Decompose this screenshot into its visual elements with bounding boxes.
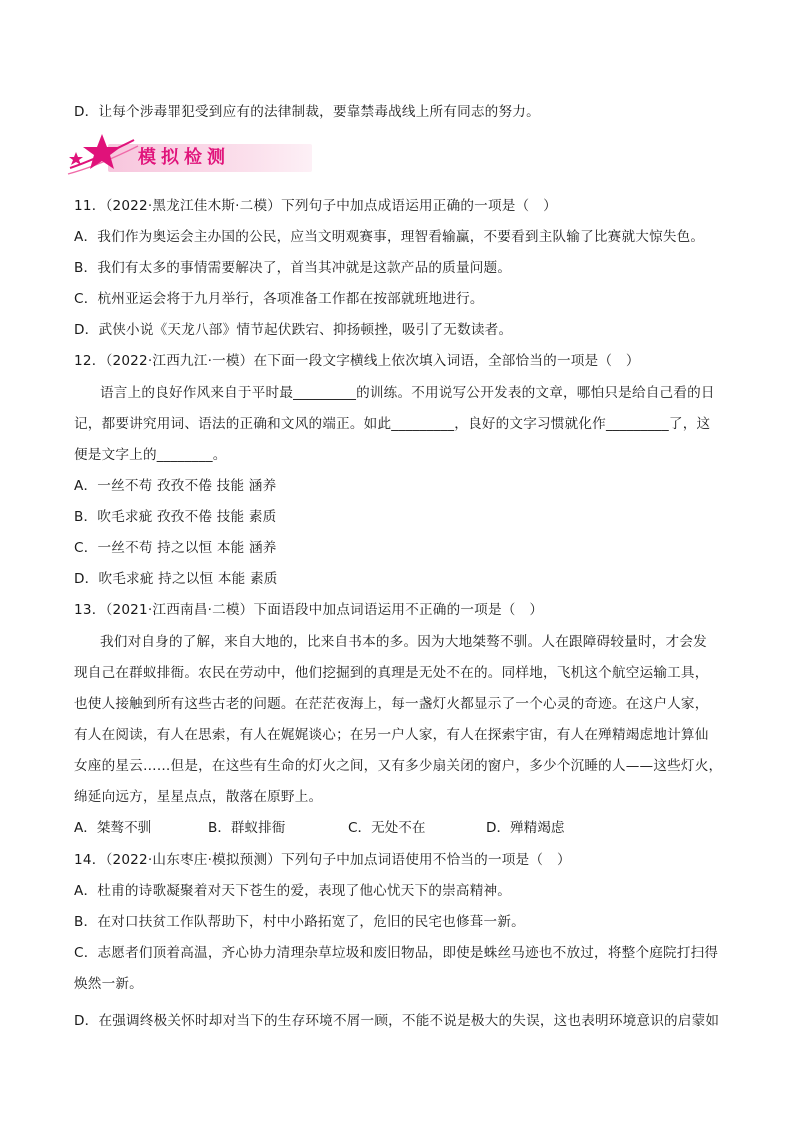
q13-option-d: D．殚精竭虑 (486, 820, 565, 836)
section-banner (64, 130, 254, 182)
q11-option-b: B．我们有太多的事情需要解决了，首当其冲就是这款产品的质量问题。 (74, 260, 512, 276)
q14-stem: 14．（2022·山东枣庄·模拟预测）下列句子中加点词语使用不恰当的一项是（ ） (74, 852, 571, 868)
q14-option-d: D．在强调终极关怀时却对当下的生存环境不屑一顾，不能不说是极大的失误，这也表明环境意识的启蒙如 (74, 1013, 720, 1029)
q14-option-c-cont: 焕然一新。 (74, 976, 143, 992)
q11-option-a: A．我们作为奥运会主办国的公民，应当文明观赛事，理智看输赢，不要看到主队输了比赛就大惊失色。 (74, 229, 705, 245)
q13-passage-line-2: 现自己在群蚁排衙。农民在劳动中，他们挖掘到的真理是无处不在的。同样地，飞机这个航空运输工具， (74, 665, 709, 681)
q13-passage-line-5: 女座的星云……但是，在这些有生命的灯火之间，又有多少扇关闭的窗户，多少个沉睡的人——这些灯火， (74, 758, 723, 774)
q13-passage-line-4: 有人在阅读，有人在思索，有人在娓娓谈心；在另一户人家，有人在探索宇宙，有人在殚精竭虑地计算仙 (74, 727, 709, 743)
q12-option-b: B．吹毛求疵 孜孜不倦 技能 素质 (74, 509, 277, 525)
q14-option-a: A．杜甫的诗歌凝聚着对天下苍生的爱，表现了他心忧天下的崇高精神。 (74, 883, 512, 899)
q11-option-d: D．武侠小说《天龙八部》情节起伏跌宕、抑扬顿挫，吸引了无数读者。 (74, 322, 513, 338)
q10-option-d: D．让每个涉毒罪犯受到应有的法律制裁，要靠禁毒战线上所有同志的努力。 (74, 104, 540, 120)
q14-option-b: B．在对口扶贫工作队帮助下，村中小路拓宽了，危旧的民宅也修葺一新。 (74, 914, 525, 930)
q14-option-c: C．志愿者们顶着高温，齐心协力清理杂草垃圾和废旧物品，即使是蛛丝马迹也不放过，将整个庭院打扫得 (74, 945, 719, 961)
q11-stem: 11．（2022·黑龙江佳木斯·二模）下列句子中加点成语运用正确的一项是（ ） (74, 198, 557, 214)
q13-passage-line-3: 也使人接触到所有这些古老的问题。在茫茫夜海上，每一盏灯火都显示了一个心灵的奇迹。在这户人家， (74, 696, 709, 712)
q12-passage-line-1: 语言上的良好作风来自于平时最_________的训练。不用说写公开发表的文章，哪怕只是给自己看的日 (100, 385, 715, 401)
q12-passage-line-2: 记，都要讲究用词、语法的正确和文风的端正。如此_________，良好的文字习惯就化作_________了，这 (74, 416, 711, 432)
banner-title: 模拟检测 (138, 147, 230, 168)
q13-option-a: A．桀骜不驯 (74, 820, 152, 836)
q12-option-a: A．一丝不苟 孜孜不倦 技能 涵养 (74, 478, 277, 494)
q13-option-c: C．无处不在 (348, 820, 426, 836)
q12-option-d: D．吹毛求疵 持之以恒 本能 素质 (74, 571, 278, 587)
q13-passage-line-1: 我们对自身的了解，来自大地的，比来自书本的多。因为大地桀骜不驯。人在跟障碍较量时，才会发 (100, 634, 707, 650)
q12-stem: 12．（2022·江西九江·一模）在下面一段文字横线上依次填入词语，全部恰当的一项是（ ） (74, 353, 640, 369)
q13-stem: 13．（2021·江西南昌·二模）下面语段中加点词语运用不正确的一项是（ ） (74, 602, 544, 618)
q11-option-c: C．杭州亚运会将于九月举行，各项准备工作都在按部就班地进行。 (74, 291, 484, 307)
q12-passage-line-3: 便是文字上的________。 (74, 447, 227, 463)
star-icon (64, 130, 144, 182)
q13-option-b: B．群蚁排衙 (208, 820, 286, 836)
q12-option-c: C．一丝不苟 持之以恒 本能 涵养 (74, 540, 277, 556)
q13-passage-line-6: 绵延向远方，星星点点，散落在原野上。 (74, 789, 323, 805)
